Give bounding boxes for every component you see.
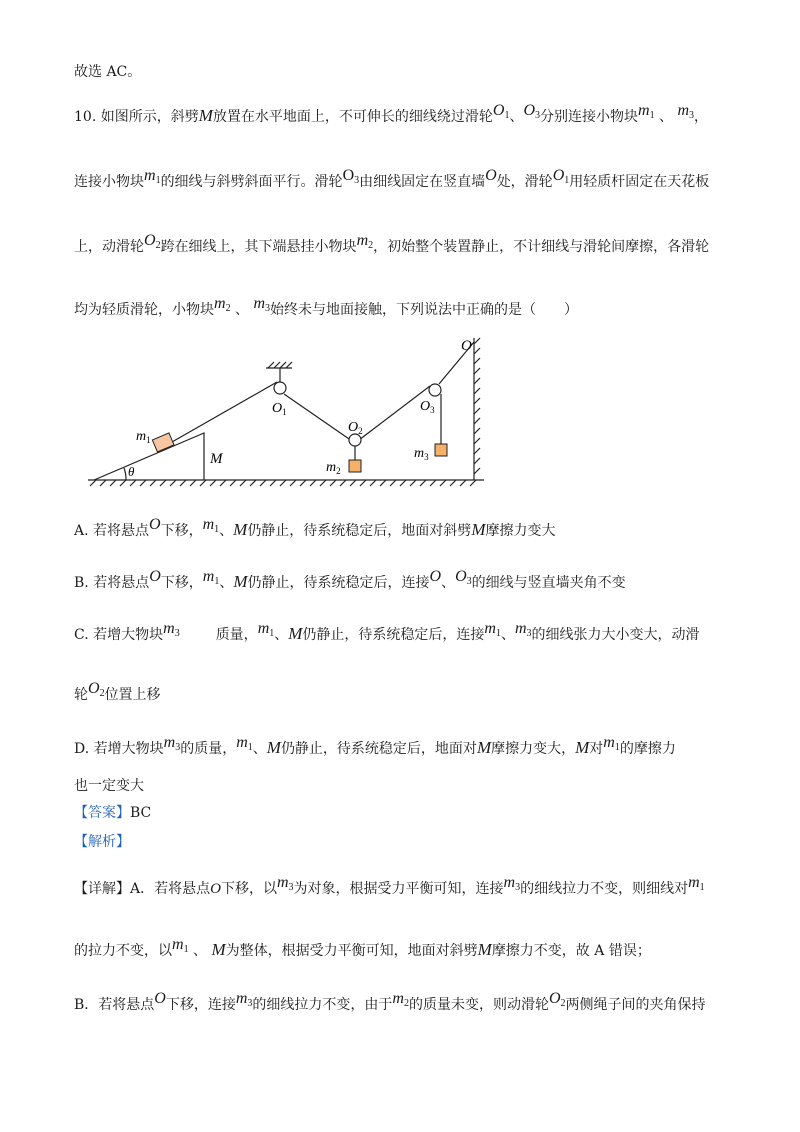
option-label: C. — [74, 627, 89, 643]
var-O: O — [429, 568, 442, 585]
block-m1 — [152, 433, 174, 452]
option-d-cont: 也一定变大 — [74, 778, 144, 794]
text: 均为轻质滑轮，小物块 — [74, 302, 214, 318]
option-a — [74, 515, 555, 541]
var-O: O — [485, 167, 497, 184]
text: 若增大物块 — [93, 741, 164, 757]
text: 摩擦力变大， — [491, 741, 576, 757]
text: 分别连接小物块 — [540, 109, 639, 125]
var-m1: $m_1$ — [236, 734, 253, 753]
sep: 、 — [509, 109, 524, 125]
var-O: O — [149, 516, 161, 533]
text: 的拉力不变，以 — [74, 943, 172, 959]
text: 下移， — [160, 575, 203, 591]
text: 两侧绳子间的夹角保持 — [565, 997, 706, 1013]
text: 的细线拉力不变，由于 — [252, 997, 393, 1013]
text: 仍静止，待系统稳定后，连接 — [302, 627, 485, 643]
question-number: 10. — [74, 109, 97, 125]
var-O: O — [149, 568, 161, 585]
text: 质量， — [215, 627, 258, 643]
string-m1-o1 — [172, 382, 277, 442]
detail-line-3 — [74, 989, 706, 1015]
var-m2: $m_2$ — [392, 990, 409, 1009]
var-m3: $m_3$ — [235, 990, 253, 1009]
var-m1: $m_1$ — [638, 102, 655, 121]
var-O3: $O_3$ — [523, 102, 541, 121]
var-O2: $O_2$ — [548, 990, 566, 1009]
var-m3: $m_3$ — [276, 874, 294, 893]
text: 若将悬点 — [93, 575, 150, 591]
text: 仍静止，待系统稳定后，连接 — [247, 575, 430, 591]
option-label: B. — [74, 575, 89, 591]
text: 下移，以 — [220, 881, 277, 897]
var-m1: $m_1$ — [257, 620, 275, 639]
var-m1: $m_1$ — [688, 874, 705, 893]
string-o1-o2 — [284, 394, 352, 441]
var-m3: $m_3$ — [503, 874, 521, 893]
var-m1: $m_1$ — [603, 734, 620, 753]
var-m2: $m_2$ — [214, 295, 231, 314]
text: 仍静止，待系统稳定后，地面对 — [280, 741, 477, 757]
var-M: M — [266, 738, 281, 757]
var-m1: $m_1$ — [172, 936, 189, 955]
var-m1: $m_1$ — [144, 167, 161, 186]
var-m3: $m_3$ — [163, 620, 180, 639]
answer — [74, 803, 151, 823]
text: 对 — [589, 741, 604, 757]
var-m3: $m_3$ — [163, 734, 181, 753]
pulley-o1 — [274, 382, 286, 394]
label-m3: $m_3$ — [414, 446, 429, 462]
sep: 、 — [500, 627, 515, 643]
text: 的质量未变，则动滑轮 — [408, 997, 549, 1013]
block-m2 — [349, 460, 361, 472]
label-theta: θ — [128, 464, 135, 479]
sep: 、 — [219, 523, 234, 539]
analysis — [74, 832, 130, 852]
option-label: A. — [74, 523, 89, 539]
question-line-2 — [74, 166, 709, 192]
text: ，初始整个装置静止，不计细线与滑轮间摩擦，各滑轮 — [373, 239, 710, 255]
var-O: O — [210, 881, 221, 897]
option-b — [74, 567, 626, 593]
text: 连接小物块 — [74, 174, 144, 190]
var-O2: $O_2$ — [88, 680, 105, 699]
question-line-4 — [74, 294, 578, 320]
text: 的质量， — [180, 741, 237, 757]
var-M: M — [211, 940, 226, 959]
text: 的摩擦力 — [619, 741, 676, 757]
var-O: O — [154, 990, 166, 1007]
answer-tag: 【答案】 — [74, 805, 130, 821]
var-m1: $m_1$ — [484, 620, 501, 639]
sep: 、 — [193, 943, 208, 959]
text: 为对象，根据受力平衡可知，连接 — [293, 881, 504, 897]
text: 若将悬点 — [93, 523, 150, 539]
text: 由细线固定在竖直墙 — [359, 174, 486, 190]
sep: 、 — [252, 741, 267, 757]
var-M: M — [477, 940, 492, 959]
var-O1: $O_1$ — [552, 167, 570, 186]
var-M: M — [471, 520, 486, 539]
label-O1: $O_1$ — [272, 401, 287, 417]
text: 轮 — [74, 687, 88, 703]
var-O3-roman: $O_3$ — [342, 167, 360, 186]
var-O2: $O_2$ — [144, 232, 161, 251]
text: 的细线与斜劈斜面平行。滑轮 — [160, 174, 343, 190]
ground-hatching — [90, 480, 476, 486]
var-M: M — [233, 572, 248, 591]
text: 的细线与竖直墙夹角不变 — [471, 575, 626, 591]
theta-arc — [124, 468, 126, 480]
label-m1: $m_1$ — [136, 429, 151, 445]
var-m3: $m_3$ — [253, 295, 271, 314]
text: 上，动滑轮 — [74, 239, 144, 255]
text: 始终未与地面接触，下列说法中正确的是（ ） — [270, 302, 579, 318]
text: 放置在水平地面上，不可伸长的细线绕过滑轮 — [212, 109, 493, 125]
text: 跨在细线上，其下端悬挂小物块 — [160, 239, 357, 255]
comma: ， — [694, 109, 709, 125]
text: 用轻质杆固定在天花板 — [569, 174, 710, 190]
label-O: O — [461, 338, 472, 354]
var-M: M — [476, 738, 492, 757]
detail-line-2 — [74, 935, 651, 961]
sep: 、 — [219, 575, 234, 591]
var-m3: $m_3$ — [514, 620, 532, 639]
label-O3: $O_3$ — [420, 399, 435, 415]
var-m2: $m_2$ — [356, 232, 374, 251]
sep: 、 — [659, 109, 674, 125]
label-m2: $m_2$ — [326, 460, 341, 476]
block-m3 — [435, 444, 447, 456]
text: 下移， — [160, 523, 203, 539]
text: A．若将悬点 — [130, 881, 211, 897]
var-O1: $O_1$ — [492, 102, 510, 121]
answer-value: BC — [130, 805, 152, 821]
option-c-cont — [74, 679, 161, 705]
sep: 、 — [274, 627, 289, 643]
option-c — [74, 619, 700, 645]
var-O3: $O_3$ — [455, 568, 472, 587]
var-m1: $m_1$ — [202, 516, 220, 535]
option-label: D. — [74, 741, 90, 757]
var-M: M — [575, 738, 590, 757]
text: B．若将悬点 — [74, 997, 155, 1013]
pulley-diagram — [86, 330, 496, 495]
text: 处，滑轮 — [496, 174, 553, 190]
text: 如图所示，斜劈 — [100, 109, 199, 125]
text: 位置上移 — [104, 687, 161, 703]
text: 摩擦力不变，故 A 错误； — [491, 943, 651, 959]
var-M: M — [233, 520, 248, 539]
analysis-tag: 【解析】 — [74, 834, 130, 850]
wall-hatching — [474, 338, 480, 474]
text: 为整体，根据受力平衡可知，地面对斜劈 — [225, 943, 478, 959]
pulley-o3 — [429, 384, 441, 396]
ceiling-hatching — [268, 362, 292, 368]
label-M: M — [210, 451, 223, 467]
var-m1: $m_1$ — [202, 568, 220, 587]
label-O2: $O_2$ — [348, 420, 363, 436]
text: 仍静止，待系统稳定后，地面对斜劈 — [247, 523, 472, 539]
sep: 、 — [235, 302, 250, 318]
sep: 、 — [441, 575, 456, 591]
question-line-3 — [74, 231, 709, 257]
detail-tag: 【详解】 — [74, 881, 130, 897]
var-m3: $m_3$ — [677, 102, 695, 121]
var-M: M — [198, 106, 213, 125]
text: 若增大物块 — [93, 627, 164, 643]
text: 摩擦力变大 — [485, 523, 556, 539]
text: 下移，连接 — [165, 997, 236, 1013]
text: 的细线张力大小变大，动滑 — [531, 627, 700, 643]
text: 的细线拉力不变，则细线对 — [520, 881, 689, 897]
option-d — [74, 733, 676, 759]
question-line-1 — [74, 101, 708, 127]
previous-answer: 故选 AC。 — [74, 64, 142, 80]
detail-line-1 — [74, 873, 705, 899]
var-M: M — [288, 624, 303, 643]
